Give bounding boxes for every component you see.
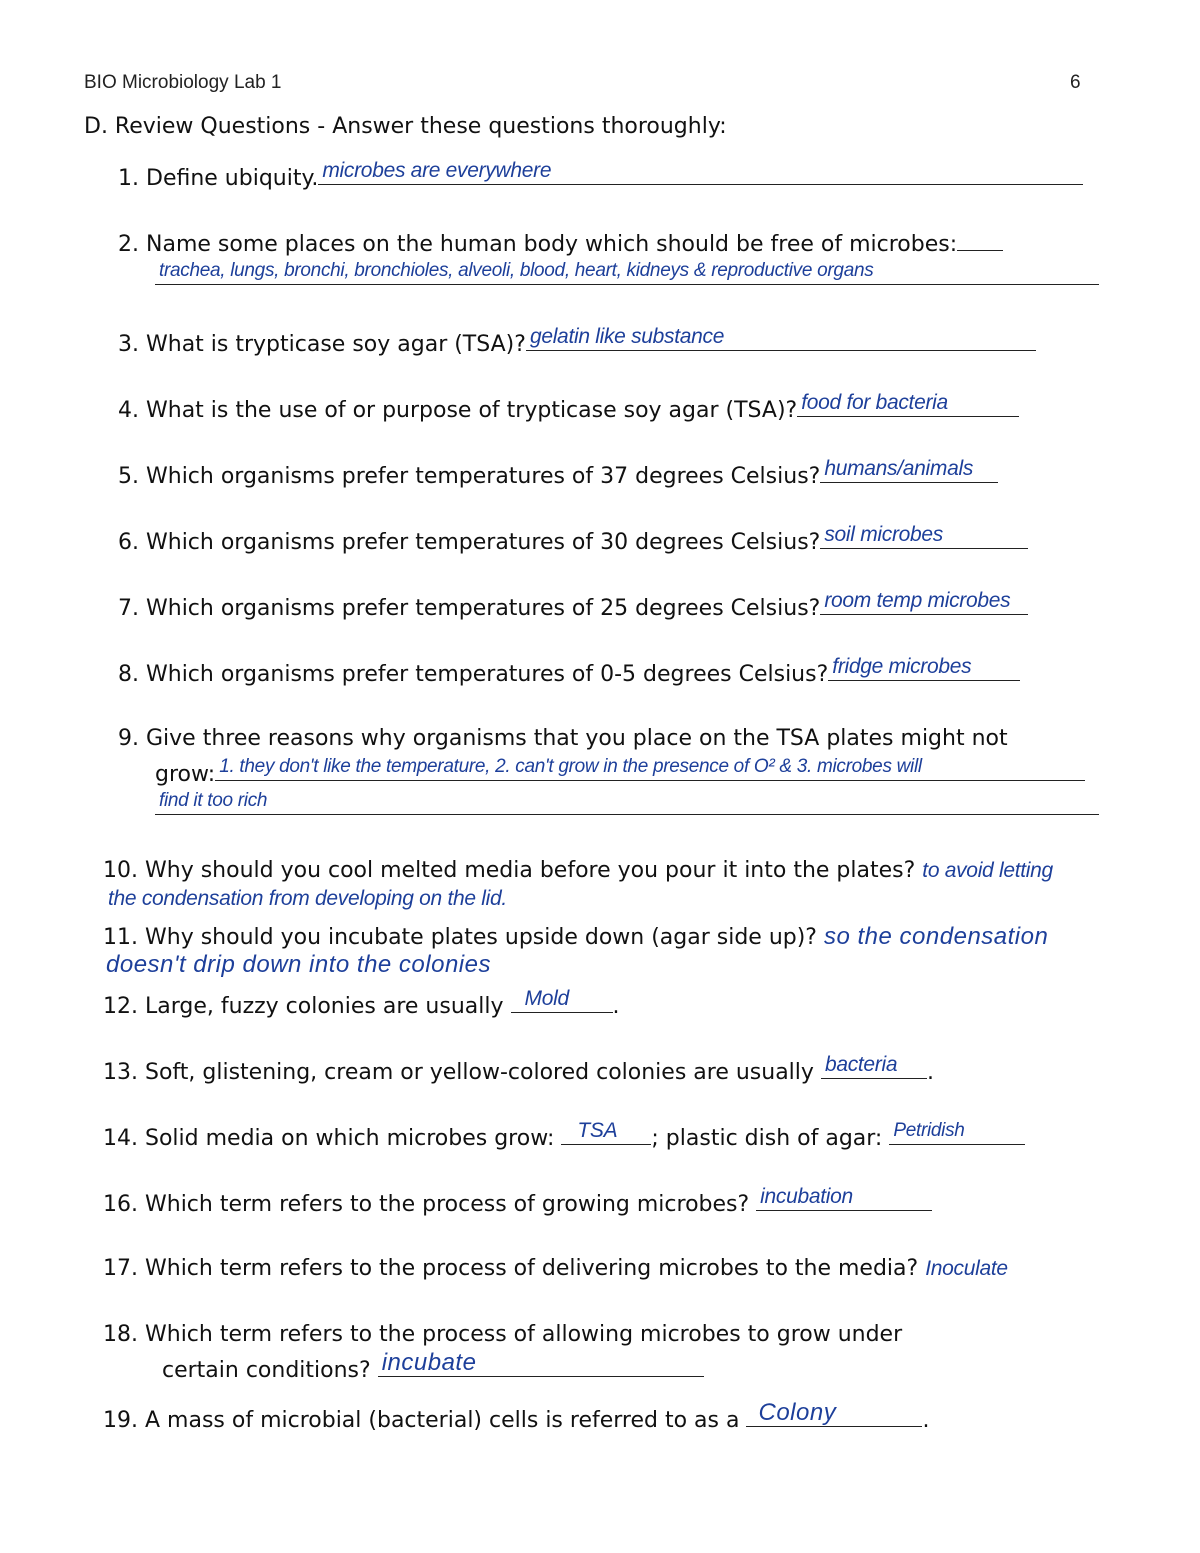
question-13 (103, 1053, 934, 1088)
question-17 (103, 1254, 1008, 1284)
handwritten-answer: gelatin like substance (529, 325, 725, 348)
question-text: Soft, glistening, cream or yellow-colored colonies are usually (145, 1060, 814, 1085)
question-12 (103, 987, 620, 1022)
question-text: Which term refers to the process of growing microbes? (145, 1192, 750, 1217)
handwritten-answer: Inoculate (925, 1257, 1008, 1280)
question-number: 18. (103, 1322, 138, 1347)
question-number: 4. (118, 398, 139, 423)
handwritten-answer: room temp microbes (824, 589, 1011, 612)
question-text: Which organisms prefer temperatures of 0-5 degrees Celsius? (146, 662, 829, 687)
question-text: Name some places on the human body which should be free of microbes: (146, 232, 958, 257)
question-8 (118, 655, 1020, 690)
question-number: 9. (118, 726, 139, 751)
question-number: 7. (118, 596, 139, 621)
answer-field[interactable] (957, 228, 1003, 251)
question-text: Which organisms prefer temperatures of 30 degrees Celsius? (146, 530, 821, 555)
sentence-end: . (926, 1060, 934, 1085)
question-number: 10. (103, 858, 138, 883)
question-text: Large, fuzzy colonies are usually (145, 994, 504, 1019)
answer-field[interactable] (526, 325, 1036, 351)
handwritten-answer: bacteria (824, 1053, 898, 1076)
question-number: 8. (118, 662, 139, 687)
answer-field[interactable] (821, 1053, 927, 1079)
sentence-end: . (922, 1408, 930, 1433)
question-number: 16. (103, 1192, 138, 1217)
question-7 (118, 589, 1028, 624)
question-number: 5. (118, 464, 139, 489)
question-number: 19. (103, 1408, 138, 1433)
question-text: Which term refers to the process of delivering microbes to the media? (145, 1256, 919, 1281)
answer-field[interactable] (797, 391, 1019, 417)
handwritten-answer: humans/animals (824, 457, 974, 480)
handwritten-answer: incubation (760, 1185, 853, 1208)
handwritten-answer: microbes are everywhere (322, 159, 552, 182)
answer-field[interactable] (378, 1349, 704, 1377)
handwritten-answer: Mold (524, 987, 569, 1010)
question-3 (118, 325, 1036, 360)
question-10-answer-line (108, 884, 507, 914)
answer-field[interactable] (820, 457, 998, 483)
question-text: ; plastic dish of agar: (651, 1126, 883, 1151)
question-number: 12. (103, 994, 138, 1019)
course-header: BIO Microbiology Lab 1 (84, 72, 282, 93)
sentence-end: . (612, 994, 620, 1019)
question-text: Why should you cool melted media before you pour it into the plates? (145, 858, 916, 883)
handwritten-answer: 1. they don't like the temperature, 2. can't grow in the presence of O² & 3. microbes will (219, 756, 922, 777)
question-text: A mass of microbial (bacterial) cells is referred to as a (145, 1408, 740, 1433)
handwritten-answer: the condensation from developing on the lid. (108, 887, 507, 910)
question-18 (103, 1320, 902, 1350)
question-6 (118, 523, 1028, 558)
section-title: D. Review Questions - Answer these questions thoroughly: (84, 114, 727, 139)
question-1 (118, 159, 1083, 194)
question-4 (118, 391, 1019, 426)
question-text: Give three reasons why organisms that you place on the TSA plates might not (146, 726, 1008, 751)
question-text: Define ubiquity. (146, 166, 319, 191)
question-number: 1. (118, 166, 139, 191)
answer-field[interactable] (746, 1399, 922, 1427)
question-19 (103, 1399, 930, 1436)
question-2-answer-line (155, 262, 1099, 294)
answer-field[interactable] (820, 523, 1028, 549)
answer-field[interactable] (155, 262, 1099, 285)
question-text: Solid media on which microbes grow: (145, 1126, 555, 1151)
answer-field[interactable] (828, 655, 1020, 681)
question-9 (118, 724, 1008, 754)
answer-field[interactable] (155, 792, 1099, 815)
handwritten-answer: to avoid letting (922, 859, 1053, 882)
question-14 (103, 1119, 1025, 1154)
question-text: Why should you incubate plates upside down (agar side up)? (145, 925, 817, 950)
question-text: Which term refers to the process of allowing microbes to grow under (145, 1322, 903, 1347)
question-11 (103, 922, 1048, 953)
answer-field[interactable] (318, 159, 1083, 185)
question-number: 11. (103, 925, 138, 950)
handwritten-answer: trachea, lungs, bronchi, bronchioles, alveoli, blood, heart, kidneys & reproductive organs (159, 260, 874, 281)
handwritten-answer: doesn't drip down into the colonies (106, 951, 491, 978)
handwritten-answer: incubate (381, 1349, 477, 1376)
question-number: 3. (118, 332, 139, 357)
handwritten-answer: so the condensation (824, 923, 1049, 950)
answer-field[interactable] (561, 1119, 651, 1145)
handwritten-answer: Colony (758, 1399, 837, 1426)
question-16 (103, 1185, 932, 1220)
question-number: 2. (118, 232, 139, 257)
question-11-answer-line (106, 950, 491, 981)
question-text: What is the use of or purpose of trypticase soy agar (TSA)? (146, 398, 798, 423)
question-text: certain conditions? (162, 1358, 371, 1383)
question-text: Which organisms prefer temperatures of 25 degrees Celsius? (146, 596, 821, 621)
question-9-continued (155, 758, 1085, 790)
page-number: 6 (1070, 72, 1081, 93)
question-number: 6. (118, 530, 139, 555)
answer-field[interactable] (889, 1122, 1025, 1145)
answer-field[interactable] (215, 758, 1085, 781)
question-text: Which organisms prefer temperatures of 37 degrees Celsius? (146, 464, 821, 489)
answer-field[interactable] (756, 1185, 932, 1211)
question-number: 17. (103, 1256, 138, 1281)
question-18-continued (162, 1349, 704, 1386)
handwritten-answer: Petridish (893, 1120, 965, 1141)
handwritten-answer: soil microbes (824, 523, 943, 546)
handwritten-answer: TSA (577, 1119, 618, 1142)
question-number: 14. (103, 1126, 138, 1151)
question-10 (103, 856, 1053, 886)
question-9-answer-line (155, 792, 1099, 824)
question-text: What is trypticase soy agar (TSA)? (146, 332, 526, 357)
question-number: 13. (103, 1060, 138, 1085)
answer-field[interactable] (820, 589, 1028, 615)
handwritten-answer: find it too rich (159, 790, 268, 811)
handwritten-answer: fridge microbes (832, 655, 972, 678)
question-text: grow: (155, 762, 216, 787)
handwritten-answer: food for bacteria (801, 391, 948, 414)
question-5 (118, 457, 998, 492)
answer-field[interactable] (511, 987, 613, 1013)
